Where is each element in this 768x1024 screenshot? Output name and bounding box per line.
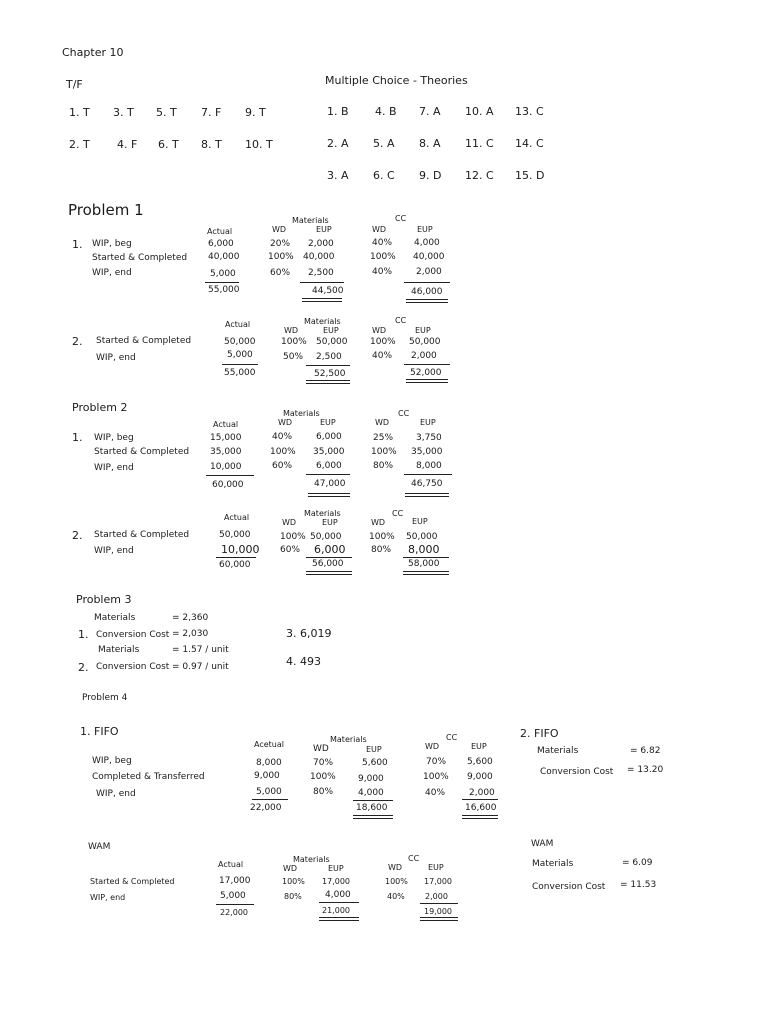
cc-wd: 80% — [373, 461, 394, 471]
materials-header: Materials — [330, 735, 367, 744]
cc-eup: 2,000 — [425, 892, 448, 901]
problem-3-title: Problem 3 — [76, 593, 132, 606]
cc-wd: 40% — [372, 238, 393, 248]
tf-answer: 9. T — [245, 106, 266, 119]
section-number: 1. — [78, 628, 89, 641]
mc-answer: 10. A — [465, 105, 494, 118]
underline — [404, 364, 450, 365]
cc-wd: 100% — [370, 337, 396, 347]
materials-wd: 100% — [280, 532, 306, 542]
actual-value: 15,000 — [210, 433, 242, 443]
materials-wd: 70% — [313, 758, 334, 768]
eup-header: EUP — [412, 517, 428, 526]
cc-wd: 80% — [371, 545, 392, 555]
underline — [222, 364, 258, 365]
double-underline — [420, 917, 458, 921]
materials-wd: 60% — [270, 268, 291, 278]
actual-value: 40,000 — [208, 252, 240, 262]
answer-label: Conversion Cost — [96, 662, 170, 672]
actual-value: 8,000 — [256, 758, 282, 768]
cc-wd: 40% — [372, 351, 393, 361]
mc-answer: 13. C — [515, 105, 544, 118]
row-label: WIP, end — [90, 893, 126, 902]
materials-eup: 50,000 — [316, 337, 348, 347]
actual-value: 35,000 — [210, 447, 242, 457]
tf-answer: 5. T — [156, 106, 177, 119]
chapter-title: Chapter 10 — [62, 46, 124, 59]
eup-header: EUP — [428, 863, 444, 872]
underline — [462, 799, 498, 800]
underline — [353, 800, 393, 801]
actual-value: 5,000 — [256, 787, 282, 797]
actual-value: 50,000 — [224, 337, 256, 347]
materials-eup: 40,000 — [303, 252, 335, 262]
row-label: WIP, end — [94, 546, 134, 556]
answer-label: Materials — [98, 645, 140, 655]
underline — [306, 557, 352, 558]
double-underline — [406, 299, 448, 303]
materials-wd: 50% — [283, 352, 304, 362]
wd-header: WD — [371, 518, 386, 527]
wd-header: WD — [388, 863, 403, 872]
cc-total: 19,000 — [424, 907, 452, 916]
materials-eup: 2,500 — [308, 268, 334, 278]
materials-eup: 5,600 — [362, 758, 388, 768]
wd-header: WD — [372, 326, 387, 335]
double-underline — [405, 493, 449, 497]
cc-eup: 8,000 — [416, 461, 442, 471]
row-label: Started & Completed — [94, 447, 190, 457]
tf-answer: 10. T — [245, 138, 273, 151]
materials-wd: 60% — [272, 461, 293, 471]
cc-wd: 70% — [426, 757, 447, 767]
actual-value: 10,000 — [210, 462, 242, 472]
mc-heading: Multiple Choice - Theories — [325, 74, 468, 87]
cc-total: 58,000 — [408, 559, 440, 569]
cc-eup: 2,000 — [416, 267, 442, 277]
row-label: Started & Completed — [94, 530, 190, 540]
fifo2-heading: 2. FIFO — [520, 727, 559, 740]
materials-total: 47,000 — [314, 479, 346, 489]
materials-total: 21,000 — [322, 906, 350, 915]
mc-answer: 9. D — [419, 169, 442, 182]
eup-header: EUP — [415, 326, 431, 335]
cc-header: CC — [446, 733, 458, 742]
answer-4: 4. 493 — [286, 655, 321, 668]
tf-answer: 3. T — [113, 106, 134, 119]
cc-eup: 4,000 — [414, 238, 440, 248]
wd-header: WD — [425, 742, 440, 751]
actual-total: 55,000 — [224, 368, 256, 378]
materials-total: 56,000 — [312, 559, 344, 569]
tf-answer: 2. T — [69, 138, 90, 151]
cc-wd: 40% — [372, 267, 393, 277]
actual-total: 55,000 — [208, 285, 240, 295]
cc-eup: 40,000 — [413, 252, 445, 262]
underline — [306, 474, 350, 475]
cc-eup: 3,750 — [416, 433, 442, 443]
cc-eup: 5,600 — [467, 757, 493, 767]
cc-eup: 35,000 — [411, 447, 443, 457]
underline — [216, 557, 256, 558]
cc-eup: 2,000 — [411, 351, 437, 361]
mc-answer: 15. D — [515, 169, 545, 182]
double-underline — [406, 379, 448, 383]
answer-label: Materials — [94, 613, 136, 623]
answer-value: = 1.57 / unit — [172, 645, 229, 655]
actual-total: 22,000 — [250, 803, 282, 813]
cc-header: CC — [408, 854, 420, 863]
actual-header: Actual — [224, 513, 250, 522]
eup-header: EUP — [420, 418, 436, 427]
cc-header: CC — [395, 316, 407, 325]
section-number: 2. — [78, 661, 89, 674]
mc-answer: 8. A — [419, 137, 441, 150]
eup-header: EUP — [471, 742, 487, 751]
mc-answer: 1. B — [327, 105, 349, 118]
row-label: Started & Completed — [96, 336, 192, 346]
answer-value: = 0.97 / unit — [172, 662, 229, 672]
materials-eup: 2,500 — [316, 352, 342, 362]
materials-wd: 80% — [284, 892, 302, 901]
materials-wd: 100% — [310, 772, 336, 782]
materials-eup: 4,000 — [325, 890, 351, 900]
answer-value: = 11.53 — [620, 880, 657, 890]
actual-value: 6,000 — [208, 239, 234, 249]
materials-eup: 6,000 — [316, 461, 342, 471]
actual-value: 5,000 — [220, 891, 246, 901]
wd-header: WD — [282, 518, 297, 527]
cc-eup: 50,000 — [409, 337, 441, 347]
materials-header: Materials — [304, 509, 341, 518]
actual-header: Actual — [213, 420, 239, 429]
wd-header: WD — [272, 225, 287, 234]
eup-header: EUP — [417, 225, 433, 234]
eup-header: EUP — [320, 418, 336, 427]
double-underline — [306, 571, 352, 575]
double-underline — [308, 493, 350, 497]
row-label: Started & Completed — [92, 253, 188, 263]
cc-wd: 100% — [423, 772, 449, 782]
wd-header: WD — [284, 326, 299, 335]
double-underline — [462, 815, 498, 819]
materials-wd: 80% — [313, 787, 334, 797]
answer-label: Conversion Cost — [532, 882, 606, 892]
wd-header: WD — [372, 225, 387, 234]
cc-total: 46,750 — [411, 479, 443, 489]
cc-wd: 25% — [373, 433, 394, 443]
row-label: WIP, end — [96, 353, 136, 363]
cc-wd: 100% — [385, 877, 408, 886]
materials-eup: 9,000 — [358, 774, 384, 784]
underline — [319, 902, 359, 903]
cc-eup: 9,000 — [467, 772, 493, 782]
materials-eup: 17,000 — [322, 877, 350, 886]
double-underline — [306, 380, 350, 384]
cc-total: 16,600 — [465, 803, 497, 813]
underline — [300, 282, 344, 283]
mc-answer: 7. A — [419, 105, 441, 118]
wd-header: WD — [283, 864, 298, 873]
section-number: 1. — [72, 431, 83, 444]
cc-header: CC — [395, 214, 407, 223]
row-label: Started & Completed — [90, 877, 175, 886]
mc-answer: 12. C — [465, 169, 494, 182]
double-underline — [403, 571, 449, 575]
problem-4-title: Problem 4 — [82, 693, 128, 703]
eup-header: EUP — [323, 326, 339, 335]
answer-value: = 6.82 — [630, 746, 661, 756]
row-label: WIP, beg — [92, 756, 132, 766]
mc-answer: 6. C — [373, 169, 395, 182]
underline — [404, 474, 452, 475]
cc-eup: 2,000 — [469, 788, 495, 798]
materials-total: 18,600 — [356, 803, 388, 813]
eup-header: EUP — [316, 225, 332, 234]
materials-eup: 2,000 — [308, 239, 334, 249]
answer-value: = 2,360 — [172, 613, 209, 623]
actual-header: Actual — [218, 860, 244, 869]
underline — [205, 282, 239, 283]
tf-answer: 6. T — [158, 138, 179, 151]
actual-value: 5,000 — [210, 269, 236, 279]
fifo-heading: 1. FIFO — [80, 725, 119, 738]
materials-wd: 20% — [270, 239, 291, 249]
double-underline — [353, 815, 393, 819]
answer-value: = 6.09 — [622, 858, 653, 868]
answer-label: Materials — [537, 746, 579, 756]
cc-wd: 40% — [425, 788, 446, 798]
materials-eup: 50,000 — [310, 532, 342, 542]
materials-header: Materials — [283, 409, 320, 418]
actual-value: 10,000 — [221, 543, 260, 556]
cc-wd: 100% — [369, 532, 395, 542]
wd-header: WD — [375, 418, 390, 427]
row-label: WIP, end — [94, 463, 134, 473]
row-label: WIP, beg — [92, 239, 132, 249]
mc-answer: 11. C — [465, 137, 494, 150]
tf-answer: 4. F — [117, 138, 138, 151]
answer-value: = 13.20 — [627, 765, 664, 775]
materials-wd: 100% — [281, 337, 307, 347]
double-underline — [302, 298, 342, 302]
cc-wd: 100% — [370, 252, 396, 262]
mc-answer: 4. B — [375, 105, 397, 118]
row-label: Completed & Transferred — [92, 772, 205, 782]
mc-answer: 3. A — [327, 169, 349, 182]
answer-label: Conversion Cost — [540, 767, 614, 777]
cc-eup: 8,000 — [408, 543, 440, 556]
materials-eup: 6,000 — [314, 543, 346, 556]
answer-3: 3. 6,019 — [286, 627, 332, 640]
materials-eup: 35,000 — [313, 447, 345, 457]
underline — [403, 557, 449, 558]
mc-answer: 2. A — [327, 137, 349, 150]
materials-header: Materials — [293, 855, 330, 864]
wam2-heading: WAM — [531, 839, 554, 849]
tf-answer: 1. T — [69, 106, 90, 119]
wd-header: WD — [278, 418, 293, 427]
cc-eup: 50,000 — [406, 532, 438, 542]
materials-total: 52,500 — [314, 369, 346, 379]
problem-2-title: Problem 2 — [72, 401, 128, 414]
underline — [420, 903, 458, 904]
materials-wd: 100% — [270, 447, 296, 457]
underline — [306, 365, 350, 366]
actual-value: 9,000 — [254, 771, 280, 781]
mc-answer: 14. C — [515, 137, 544, 150]
eup-header: EUP — [328, 864, 344, 873]
answer-label: Conversion Cost — [96, 630, 170, 640]
underline — [404, 282, 450, 283]
cc-total: 52,000 — [410, 368, 442, 378]
row-label: WIP, end — [92, 268, 132, 278]
tf-heading: T/F — [66, 78, 83, 91]
materials-header: Materials — [304, 317, 341, 326]
eup-header: EUP — [366, 745, 382, 754]
eup-header: EUP — [322, 518, 338, 527]
cc-header: CC — [392, 509, 404, 518]
underline — [216, 904, 254, 905]
actual-value: 50,000 — [219, 530, 251, 540]
row-label: WIP, end — [96, 789, 136, 799]
actual-header: Actual — [207, 227, 233, 236]
cc-wd: 40% — [387, 892, 405, 901]
actual-value: 17,000 — [219, 876, 251, 886]
section-number: 2. — [72, 529, 83, 542]
materials-wd: 100% — [282, 877, 305, 886]
acetual-header: Acetual — [254, 740, 284, 749]
cc-total: 46,000 — [411, 287, 443, 297]
answer-value: = 2,030 — [172, 629, 209, 639]
problem-1-title: Problem 1 — [68, 201, 144, 219]
actual-total: 60,000 — [219, 560, 251, 570]
cc-header: CC — [398, 409, 410, 418]
actual-total: 60,000 — [212, 480, 244, 490]
cc-eup: 17,000 — [424, 877, 452, 886]
cc-wd: 100% — [371, 447, 397, 457]
materials-eup: 4,000 — [358, 788, 384, 798]
actual-total: 22,000 — [220, 908, 248, 917]
actual-value: 5,000 — [227, 350, 253, 360]
materials-eup: 6,000 — [316, 432, 342, 442]
mc-answer: 5. A — [373, 137, 395, 150]
actual-header: Actual — [225, 320, 251, 329]
section-number: 1. — [72, 238, 83, 251]
underline — [206, 475, 254, 476]
tf-answer: 7. F — [201, 106, 222, 119]
row-label: WIP, beg — [94, 433, 134, 443]
materials-total: 44,500 — [312, 286, 344, 296]
materials-header: Materials — [292, 216, 329, 225]
wd-header: WD — [313, 744, 329, 754]
materials-wd: 40% — [272, 432, 293, 442]
underline — [252, 799, 288, 800]
answer-label: Materials — [532, 859, 574, 869]
section-number: 2. — [72, 335, 83, 348]
materials-wd: 60% — [280, 545, 301, 555]
wam-heading: WAM — [88, 842, 111, 852]
materials-wd: 100% — [268, 252, 294, 262]
tf-answer: 8. T — [201, 138, 222, 151]
double-underline — [319, 917, 359, 921]
